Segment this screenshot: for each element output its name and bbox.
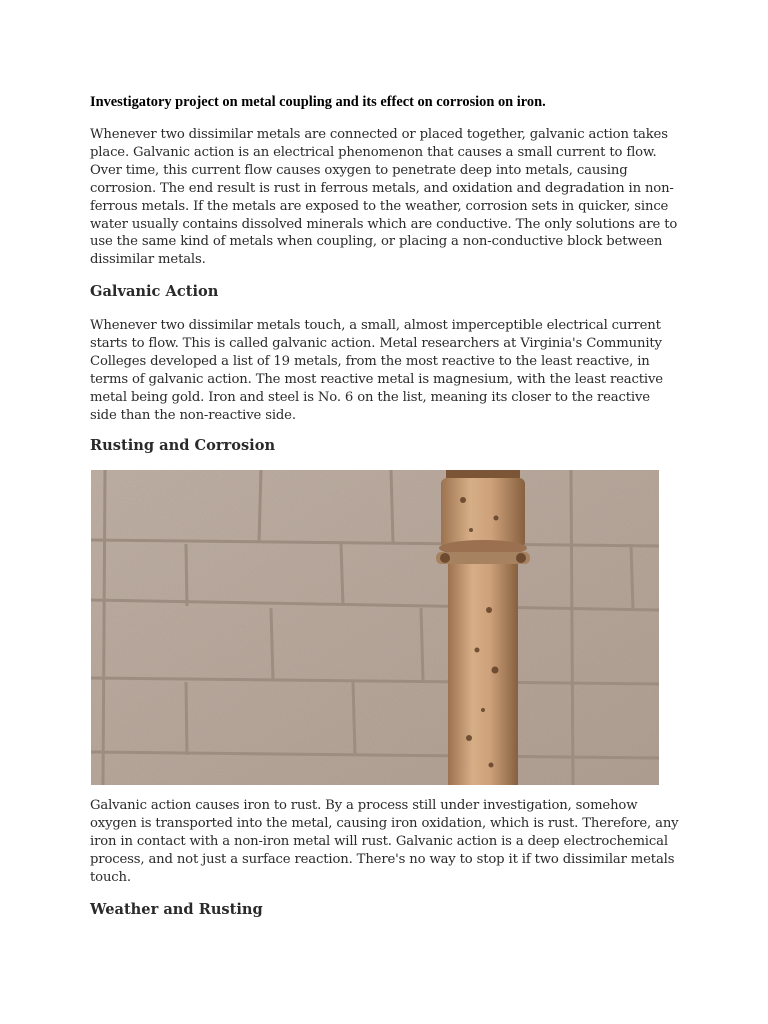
heading-galvanic-action: Galvanic Action (90, 283, 219, 300)
rusty-pipe-photo (91, 470, 659, 785)
heading-rusting-and-corrosion: Rusting and Corrosion (90, 437, 276, 454)
rusting-paragraph: Galvanic action causes iron to rust. By a process still under investigation, somehow oxygen is transported into the metal, causing iron oxidation, which is rust. Therefore, any iron in contact with a non-iron metal will rust. Galvanic action is a deep electrochemical process, and not just a surface reaction. There's no way to stop it if two dissimilar metals touch. (90, 798, 679, 885)
pipe (436, 470, 530, 785)
intro-paragraph: Whenever two dissimilar metals are connected or placed together, galvanic action takes place. Galvanic action is an electrical phenomenon that causes a small current to flow. Over time, this current flow causes oxygen to penetrate deep into metals, causing corrosion. The end result is rust in ferrous metals, and oxidation and degradation in non-ferrous metals. If the metals are exposed to the weather, corrosion sets in quicker, since water usually contains dissolved minerals which are conductive. The only solutions are to use the same kind of metals when coupling, or placing a non-conductive block between dissimilar metals. (90, 127, 678, 268)
galvanic-action-paragraph: Whenever two dissimilar metals touch, a small, almost imperceptible electrical current starts to flow. This is called galvanic action. Metal researchers at Virginia's Community Colleges developed a list of 19 metals, from the most reactive to the least reactive, in terms of galvanic action. The most reactive metal is magnesium, with the least reactive metal being gold. Iron and steel is No. 6 on the list, meaning its closer to the reactive side than the non-reactive side. (90, 318, 663, 423)
heading-weather-and-rusting: Weather and Rusting (90, 901, 263, 918)
document-title: Investigatory project on metal coupling and its effect on corrosion on iron. (90, 94, 546, 110)
